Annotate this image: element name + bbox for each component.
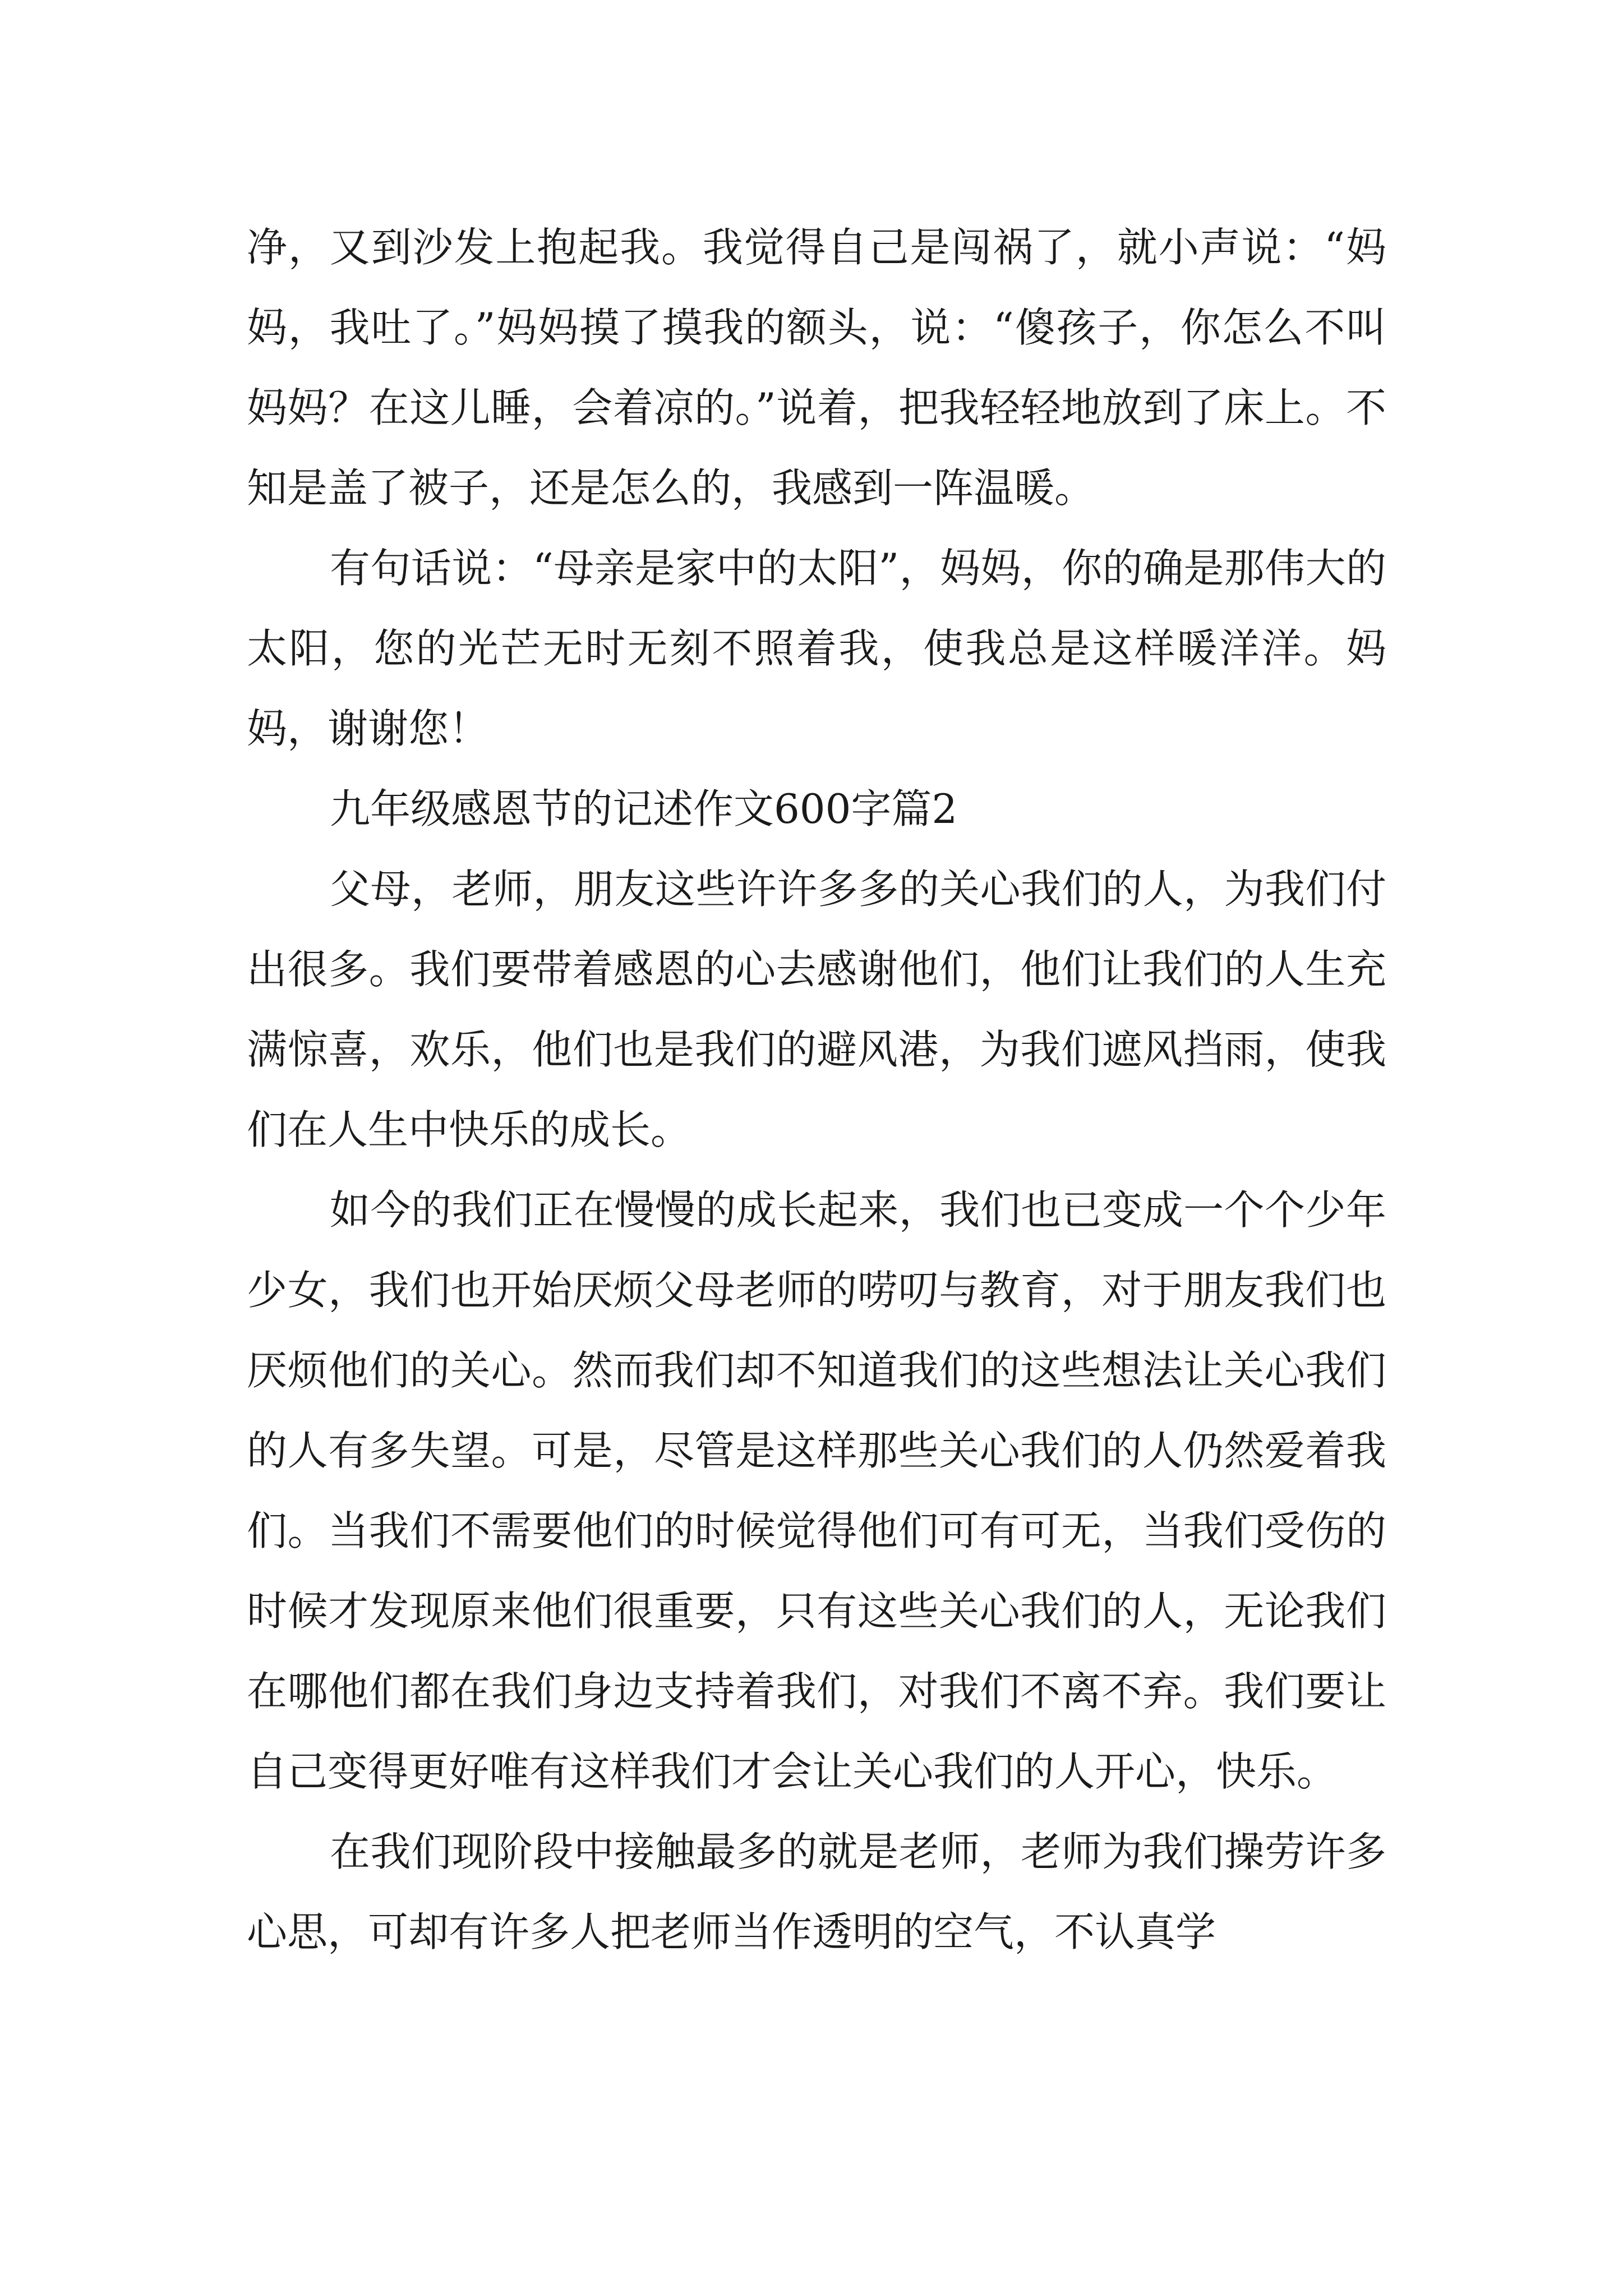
- paragraph-5: 在我们现阶段中接触最多的就是老师，老师为我们操劳许多心思，可却有许多人把老师当作透明的空气，不认真学: [247, 1828, 1386, 1955]
- paragraph-3: 父母，老师，朋友这些许许多多的关心我们的人，为我们付出很多。我们要带着感恩的心去感谢他们，他们让我们的人生充满惊喜，欢乐，他们也是我们的避风港，为我们遮风挡雨，使我们在人生中快乐的成长。: [247, 866, 1386, 1153]
- section-heading: 九年级感恩节的记述作文600字篇2: [330, 785, 958, 832]
- document-body: [247, 208, 1386, 1972]
- paragraph-4: 如今的我们正在慢慢的成长起来，我们也已变成一个个少年少女，我们也开始厌烦父母老师的唠叨与教育，对于朋友我们也厌烦他们的关心。然而我们却不知道我们的这些想法让关心我们的人有多失望。可是，尽管是这样那些关心我们的人仍然爱着我们。当我们不需要他们的时候觉得他们可有可无，当我们受伤的时候才发现原来他们很重要，只有这些关心我们的人，无论我们在哪他们都在我们身边支持着我们，对我们不离不弃。我们要让自己变得更好唯有这样我们才会让关心我们的人开心，快乐。: [247, 1186, 1386, 1795]
- paragraph-2: 有句话说：“母亲是家中的太阳”，妈妈，你的确是那伟大的太阳，您的光芒无时无刻不照着我，使我总是这样暖洋洋。妈妈，谢谢您！: [247, 545, 1386, 752]
- paragraph-1: 净，又到沙发上抱起我。我觉得自己是闯祸了，就小声说：“妈妈，我吐了。”妈妈摸了摸我的额头，说：“傻孩子，你怎么不叫妈妈？在这儿睡，会着凉的。”说着，把我轻轻地放到了床上。不知是盖了被子，还是怎么的，我感到一阵温暖。: [247, 224, 1386, 512]
